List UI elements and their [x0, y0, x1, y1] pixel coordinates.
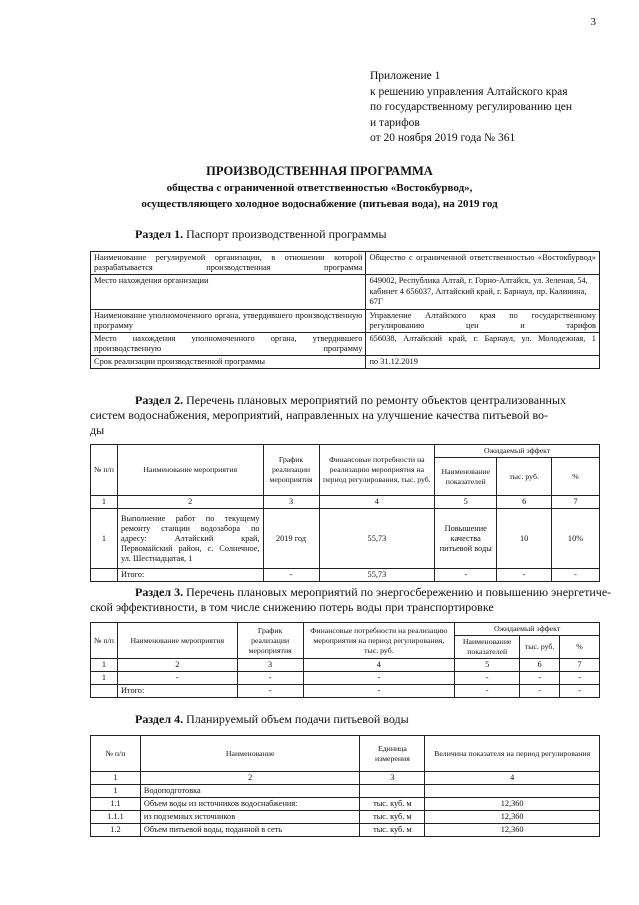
- document-subtitle: общества с ограниченной ответственностью «Востокбурвод»,: [166, 182, 473, 194]
- column-header: № п/п: [91, 623, 118, 659]
- table-cell: Наименование уполномоченного органа, утвердившего производственную программу: [91, 309, 366, 332]
- section-text: Перечень плановых мероприятий по ремонту объектов централизованных: [183, 393, 567, 407]
- table-cell: Управление Алтайского края по государственному регулированию цен и тарифов: [366, 309, 600, 332]
- table-cell: Наименование регулируемой организации, в отношении которой разрабатывается производственная программа: [91, 252, 366, 275]
- column-header: График реализации мероприятия: [237, 623, 303, 659]
- column-header: № п/п: [91, 736, 141, 772]
- column-header: Наименование: [140, 736, 360, 772]
- table-cell: -: [560, 685, 600, 698]
- table-header-row: [91, 445, 600, 458]
- page-number: 3: [590, 16, 596, 28]
- table-cell: Итого:: [117, 569, 263, 582]
- table-cell: -: [263, 569, 319, 582]
- table-cell: 1.2: [91, 824, 141, 837]
- table-cell: 4: [319, 496, 435, 509]
- table-cell: -: [237, 672, 303, 685]
- column-header: Наименование показателей: [455, 636, 520, 659]
- section-number: Раздел 2.: [135, 393, 184, 407]
- table-cell: тыс. куб. м: [360, 824, 425, 837]
- table-row: [91, 275, 600, 310]
- table-cell: 3: [263, 496, 319, 509]
- column-header: %: [560, 636, 600, 659]
- column-header: Единица измерения: [360, 736, 425, 772]
- table-cell: 1: [91, 672, 118, 685]
- table-cell: -: [497, 569, 552, 582]
- table-cell: Повышение качества питьевой воды: [435, 509, 497, 569]
- section-text: Планируемый объем подачи питьевой воды: [183, 712, 409, 726]
- table-cell: 10%: [552, 509, 600, 569]
- table-row: [91, 798, 600, 811]
- column-header: Ожидаемый эффект: [455, 623, 600, 636]
- table-cell: 1.1: [91, 798, 141, 811]
- table-cell: 1: [91, 772, 141, 785]
- table-cell: 7: [552, 496, 600, 509]
- section-2-text: ды: [90, 423, 105, 437]
- appendix-block: [370, 69, 572, 147]
- table-cell: 649002, Республика Алтай, г. Горно-Алтайск, ул. Зеленая, 54, кабинет 4 656037, Алтайский край, г. Барнаул, пр. Калинина, 67Г: [366, 275, 600, 310]
- table-cell: 4: [425, 772, 600, 785]
- passport-table: [90, 251, 600, 369]
- table-cell: 4: [303, 659, 455, 672]
- table-cell: 3: [360, 772, 425, 785]
- table-cell: 2: [117, 659, 237, 672]
- table-row: [91, 772, 600, 785]
- table-cell: Место нахождения организации: [91, 275, 366, 310]
- section-4-heading: [135, 712, 409, 727]
- column-header: тыс. руб.: [520, 636, 560, 659]
- table-cell: 12,360: [425, 798, 600, 811]
- table-row: [91, 659, 600, 672]
- column-header: тыс. руб.: [497, 458, 552, 496]
- table-cell: -: [303, 672, 455, 685]
- table-cell: Объем воды из источников водоснабжения:: [140, 798, 360, 811]
- table-row: [91, 355, 600, 368]
- table-cell: 6: [497, 496, 552, 509]
- table-header-row: [91, 736, 600, 772]
- table-cell: -: [560, 672, 600, 685]
- table-cell: 1.1.1: [91, 811, 141, 824]
- table-cell: -: [520, 672, 560, 685]
- table-cell: -: [117, 672, 237, 685]
- table-cell: Объем питьевой воды, поданной в сеть: [140, 824, 360, 837]
- section-3-heading: [135, 585, 611, 600]
- column-header: Наименование мероприятия: [117, 623, 237, 659]
- table-cell: 1: [91, 659, 118, 672]
- table-row: [91, 309, 600, 332]
- appendix-line: от 20 ноября 2019 года № 361: [370, 132, 516, 144]
- appendix-line: Приложение 1: [370, 70, 441, 82]
- table-cell: 2: [140, 772, 360, 785]
- table-total-row: [91, 569, 600, 582]
- table-cell: -: [303, 685, 455, 698]
- section-number: Раздел 4.: [135, 712, 184, 726]
- table-cell: 55,73: [319, 569, 435, 582]
- section-3-text: ской эффективности, в том числе снижению потерь воды при транспортировке: [90, 600, 494, 614]
- table-cell: Срок реализации производственной программы: [91, 355, 366, 368]
- table-cell: 5: [455, 659, 520, 672]
- table-cell: -: [435, 569, 497, 582]
- section-2-text: систем водоснабжения, мероприятий, направленных на улучшение качества питьевой во-: [90, 408, 549, 422]
- column-header: Ожидаемый эффект: [435, 445, 600, 458]
- document-title: ПРОИЗВОДСТВЕННАЯ ПРОГРАММА: [206, 164, 433, 178]
- table-cell: тыс. куб. м: [360, 811, 425, 824]
- table-cell: Итого:: [117, 685, 237, 698]
- table-cell: 2019 год: [263, 509, 319, 569]
- section-1-heading: [135, 227, 387, 242]
- table-cell: Выполнение работ по текущему ремонту станции водозабора по адресу: Алтайский край, Первомайский район, с. Солнечное, ул. Шестнадцатая, 1: [117, 509, 263, 569]
- table-cell: -: [455, 685, 520, 698]
- column-header: Финансовые потребности на реализацию мероприятия на период регулирования, тыс. руб.: [319, 445, 435, 496]
- table-header-row: [91, 623, 600, 636]
- table-cell: по 31.12.2019: [366, 355, 600, 368]
- table-row: [91, 332, 600, 355]
- appendix-line: к решению управления Алтайского края: [370, 85, 568, 98]
- table-cell: 3: [237, 659, 303, 672]
- appendix-line: по государственному регулированию цен: [370, 101, 573, 113]
- column-header: Наименование показателей: [435, 458, 497, 496]
- table-cell: [360, 785, 425, 798]
- table-cell: 5: [435, 496, 497, 509]
- column-header: Финансовые потребности на реализацию мероприятия на период регулирования, тыс. руб.: [303, 623, 455, 659]
- table-cell: -: [237, 685, 303, 698]
- table-cell: 1: [91, 785, 141, 798]
- table-cell: 2: [117, 496, 263, 509]
- table-cell: [91, 685, 118, 698]
- column-header: Величина показателя на период регулирования: [425, 736, 600, 772]
- table-cell: [425, 785, 600, 798]
- section-text: Перечень плановых мероприятий по энергосбережению и повышению энергетиче-: [183, 585, 612, 599]
- table-cell: Место нахождения уполномоченного органа, утвердившего производственную программу: [91, 332, 366, 355]
- table-cell: тыс. куб. м: [360, 798, 425, 811]
- table-row: [91, 811, 600, 824]
- table-row: [91, 252, 600, 275]
- repair-measures-table: [90, 444, 600, 582]
- column-header: %: [552, 458, 600, 496]
- water-supply-table: [90, 735, 600, 837]
- table-cell: -: [552, 569, 600, 582]
- appendix-line: и тарифов: [370, 116, 420, 129]
- table-row: [91, 785, 600, 798]
- section-number: Раздел 3.: [135, 585, 184, 599]
- column-header: Наименование мероприятия: [117, 445, 263, 496]
- document-subtitle: осуществляющего холодное водоснабжение (питьевая вода), на 2019 год: [141, 198, 498, 210]
- table-row: [91, 509, 600, 569]
- table-row: [91, 672, 600, 685]
- table-cell: 12,360: [425, 824, 600, 837]
- table-cell: 10: [497, 509, 552, 569]
- energy-measures-table: [90, 622, 600, 698]
- table-cell: 1: [91, 509, 118, 569]
- table-cell: 55,73: [319, 509, 435, 569]
- table-cell: Водоподготовка: [140, 785, 360, 798]
- table-total-row: [91, 685, 600, 698]
- section-2-heading: [135, 393, 566, 408]
- table-cell: из подземных источников: [140, 811, 360, 824]
- table-cell: 656038, Алтайский край, г. Барнаул, ул. Молодежная, 1: [366, 332, 600, 355]
- section-text: Паспорт производственной программы: [183, 227, 387, 241]
- table-cell: 7: [560, 659, 600, 672]
- column-header: График реализации мероприятия: [263, 445, 319, 496]
- table-cell: 12,360: [425, 811, 600, 824]
- table-cell: 6: [520, 659, 560, 672]
- table-cell: 1: [91, 496, 118, 509]
- table-row: [91, 824, 600, 837]
- section-number: Раздел 1.: [135, 227, 184, 241]
- table-cell: -: [520, 685, 560, 698]
- table-cell: Общество с ограниченной ответственностью «Востокбурвод»: [366, 252, 600, 275]
- column-header: № п/п: [91, 445, 118, 496]
- table-row: [91, 496, 600, 509]
- table-cell: [91, 569, 118, 582]
- table-cell: -: [455, 672, 520, 685]
